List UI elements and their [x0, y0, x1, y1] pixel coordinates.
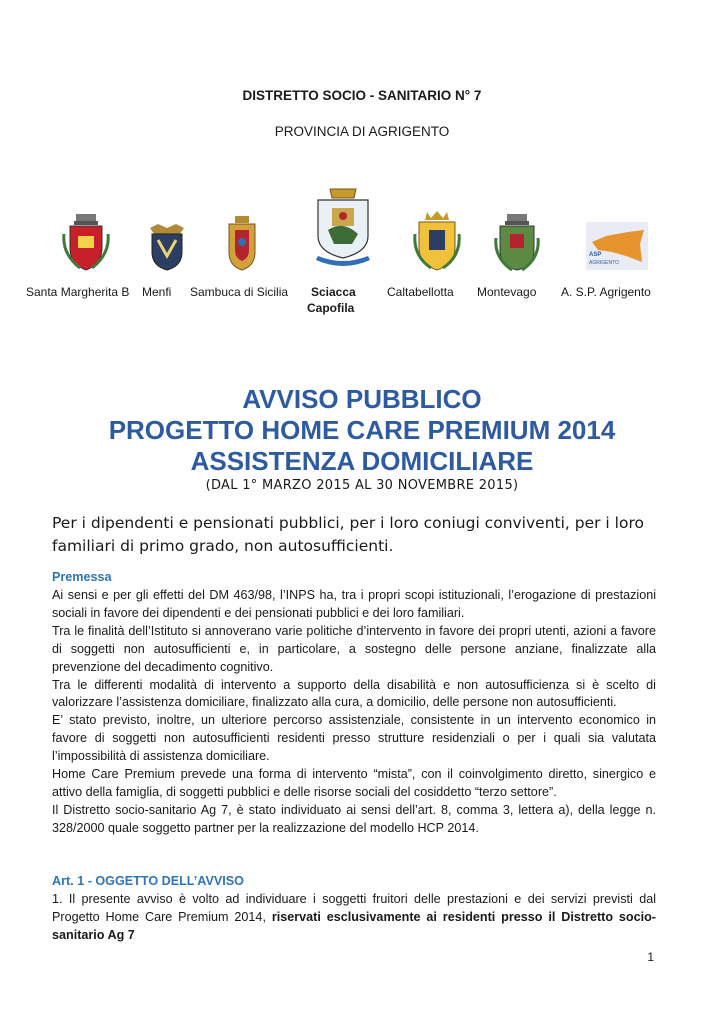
- label-sciacca: Sciacca: [311, 285, 356, 299]
- art1-text: 1. Il presente avviso è volto ad individuare i soggetti fruitori delle prestazioni e dei servizi previsti dal Progetto Home Care Premium 2014,: [52, 892, 656, 924]
- label-capofila: Capofila: [307, 301, 355, 315]
- asp-logo-line2: AGRIGENTO: [589, 260, 619, 266]
- title-line-2: PROGETTO HOME CARE PREMIUM 2014: [108, 415, 616, 445]
- label-menfi: Menfi: [142, 285, 172, 299]
- asp-logo-line1: ASP: [589, 252, 602, 258]
- premessa-p4: E’ stato previsto, inoltre, un ulteriore percorso assistenziale, consistente in un intervento economico in favore di soggetti non autosufficienti residenti presso strutture residenziali o per i quali sia valutata l’impossibilità di assistenza domiciliare.: [52, 713, 656, 764]
- santa-margherita-crest-icon: [60, 212, 112, 272]
- premessa-heading: Premessa: [52, 570, 112, 584]
- menfi-crest-icon: [146, 222, 188, 272]
- montevago-crest-icon: [494, 212, 540, 272]
- premessa-p6: Il Distretto socio-sanitario Ag 7, è stato individuato ai sensi dell’art. 8, comma 3, lettera a), della legge n. 328/2000 quale soggetto partner per la realizzazione del modello HCP 2014.: [52, 802, 656, 835]
- period: (DAL 1° MARZO 2015 AL 30 NOVEMBRE 2015): [205, 478, 519, 493]
- label-santa-margherita: Santa Margherita B: [26, 285, 130, 299]
- premessa-p1: Ai sensi e per gli effetti del DM 463/98, l’INPS ha, tra i propri scopi istituzionali, l’erogazione di prestazioni sociali in favore dei dipendenti e dei pensionati pubblici e dei loro familiari.: [52, 588, 656, 620]
- art1-bold-text: riservati esclusivamente ai residenti presso il Distretto socio-sanitario Ag 7: [52, 909, 656, 942]
- label-caltabellotta: Caltabellotta: [387, 285, 454, 299]
- subtitle: Per i dipendenti e pensionati pubblici, per i loro coniugi conviventi, per i loro familiari di primo grado, non autosufficienti.: [52, 514, 644, 555]
- asp-agrigento-logo: [586, 222, 648, 270]
- sambuca-crest-icon: [224, 214, 260, 272]
- premessa-body: [52, 587, 656, 838]
- label-montevago: Montevago: [477, 285, 537, 299]
- premessa-p3: Tra le differenti modalità di intervento a supporto della disabilità e non autosufficienza si è scelto di valorizzare l’assistenza domiciliare, finalizzato alla cura, a domicilio, delle persone non autosufficienti.: [52, 677, 656, 710]
- province-header: PROVINCIA DI AGRIGENTO: [274, 124, 450, 139]
- caltabellotta-crest-icon: [413, 210, 461, 272]
- title-line-1: AVVISO PUBBLICO: [242, 384, 482, 414]
- art1-body: [52, 891, 656, 945]
- art1-heading: Art. 1 - OGGETTO DELL’AVVISO: [52, 874, 244, 888]
- premessa-p5: Home Care Premium prevede una forma di intervento “mista”, con il coinvolgimento diretto, sinergico e attivo della famiglia, di soggetti pubblici e delle risorse sociali del cosiddetto “terzo settore”.: [52, 767, 656, 799]
- district-header: DISTRETTO SOCIO - SANITARIO N° 7: [242, 88, 482, 103]
- label-sambuca: Sambuca di Sicilia: [190, 285, 289, 299]
- sciacca-crest-icon: [312, 186, 374, 272]
- page-number: 1: [647, 950, 654, 964]
- premessa-p2: Tra le finalità dell’Istituto si annoverano varie politiche d’intervento in favore dei propri utenti, azioni a favore di soggetti non autosufficienti e, in particolare, a sostegno delle persone anziane, finalizzate alla prevenzione del decadimento cognitivo.: [52, 623, 656, 674]
- label-asp-agrigento: A. S.P. Agrigento: [561, 285, 651, 299]
- title-line-3: ASSISTENZA DOMICILIARE: [190, 446, 534, 476]
